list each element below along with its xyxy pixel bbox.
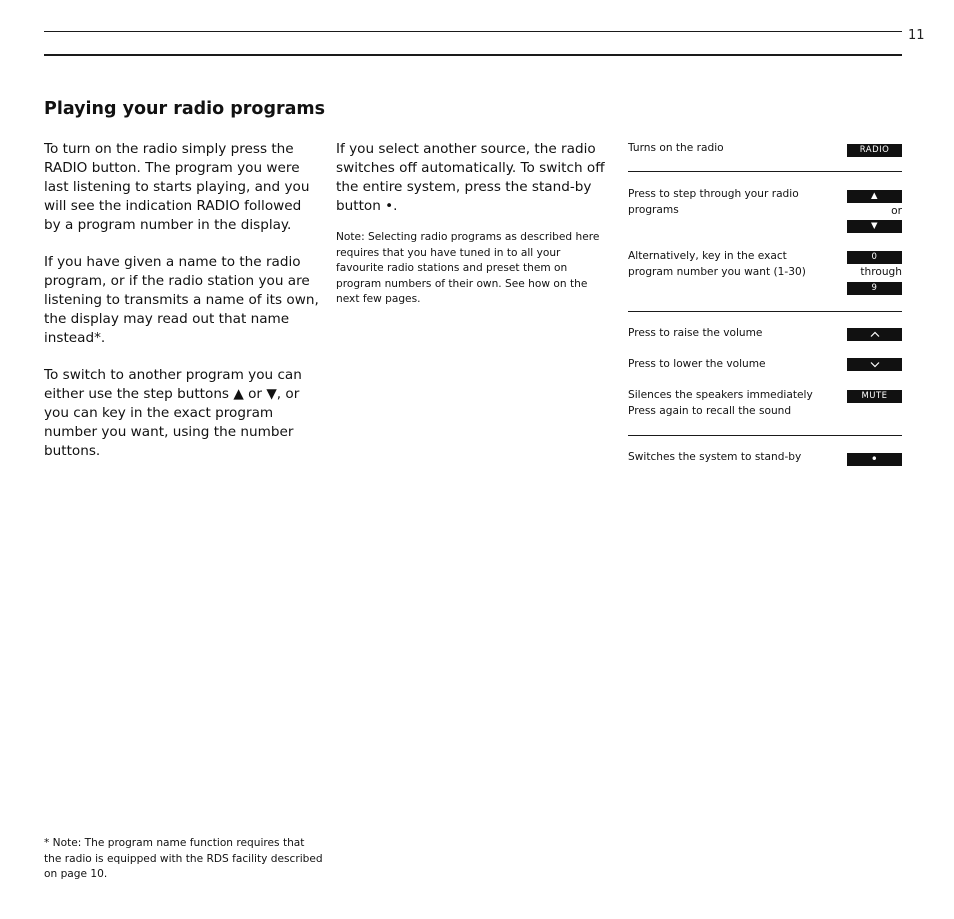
chevron-down-icon: [869, 358, 881, 371]
number-9-button: 9: [847, 282, 902, 295]
paragraph-switch-program: To switch to another program you can either use the step buttons ▲ or ▼, or you can key in the exact program number you want, using the number buttons.: [44, 367, 302, 459]
column-1: [44, 140, 322, 479]
guide-mute-line-2: Press again to recall the sound: [628, 405, 792, 417]
page-title: Playing your radio programs: [44, 99, 326, 119]
guide-step-line-1: Press to step through your radio: [628, 188, 799, 200]
header-rule-bottom: [44, 54, 902, 56]
footnote: * Note: The program name function requires that the radio is equipped with the RDS facility described on page 10.: [44, 837, 323, 880]
step-up-button: ▲: [847, 190, 902, 203]
guide-step-text: [628, 186, 799, 218]
page-number: 11: [908, 28, 925, 43]
guide-through-label: through: [860, 266, 902, 278]
volume-down-button: [847, 358, 902, 371]
paragraph-switch-off: If you select another source, the radio switches off automatically. To switch off the entire system, press the stand-by button •.: [336, 141, 605, 214]
header-rule-top: [44, 31, 902, 32]
guide-standby-text: Switches the system to stand-by: [628, 451, 802, 463]
guide-or-label: or: [891, 205, 902, 217]
guide-keyin-line-2: program number you want (1-30): [628, 266, 806, 278]
paragraph-program-name: If you have given a name to the radio program, or if the radio station you are listening to transmits a name of its own, the display may read out that name instead*.: [44, 254, 319, 346]
guide-keyin-line-1: Alternatively, key in the exact: [628, 250, 787, 262]
standby-button: •: [847, 453, 902, 466]
volume-up-button: [847, 328, 902, 341]
guide-step-line-2: programs: [628, 204, 679, 216]
step-down-button: ▼: [847, 220, 902, 233]
guide-mute-text: [628, 387, 813, 419]
paragraph-turn-on: To turn on the radio simply press the RADIO button. The program you were last listening to starts playing, and you will see the indication RADIO followed by a program number in the display.: [44, 141, 310, 233]
number-0-button: 0: [847, 251, 902, 264]
radio-button: RADIO: [847, 144, 902, 157]
guide-keyin-text: [628, 248, 806, 280]
column-2: [336, 140, 608, 308]
guide-divider-2: [628, 311, 902, 312]
chevron-up-icon: [869, 328, 881, 341]
note-selecting-programs: Note: Selecting radio programs as described here requires that you have tuned in to all your favourite radio stations and preset them on program numbers of their own. See how on the next few pages.: [336, 231, 600, 305]
guide-divider-1: [628, 171, 902, 172]
guide-vol-up-text: Press to raise the volume: [628, 327, 763, 339]
guide-mute-line-1: Silences the speakers immediately: [628, 389, 813, 401]
guide-divider-3: [628, 435, 902, 436]
guide-vol-down-text: Press to lower the volume: [628, 358, 766, 370]
mute-button: MUTE: [847, 390, 902, 403]
guide-turn-on-text: Turns on the radio: [628, 142, 724, 154]
